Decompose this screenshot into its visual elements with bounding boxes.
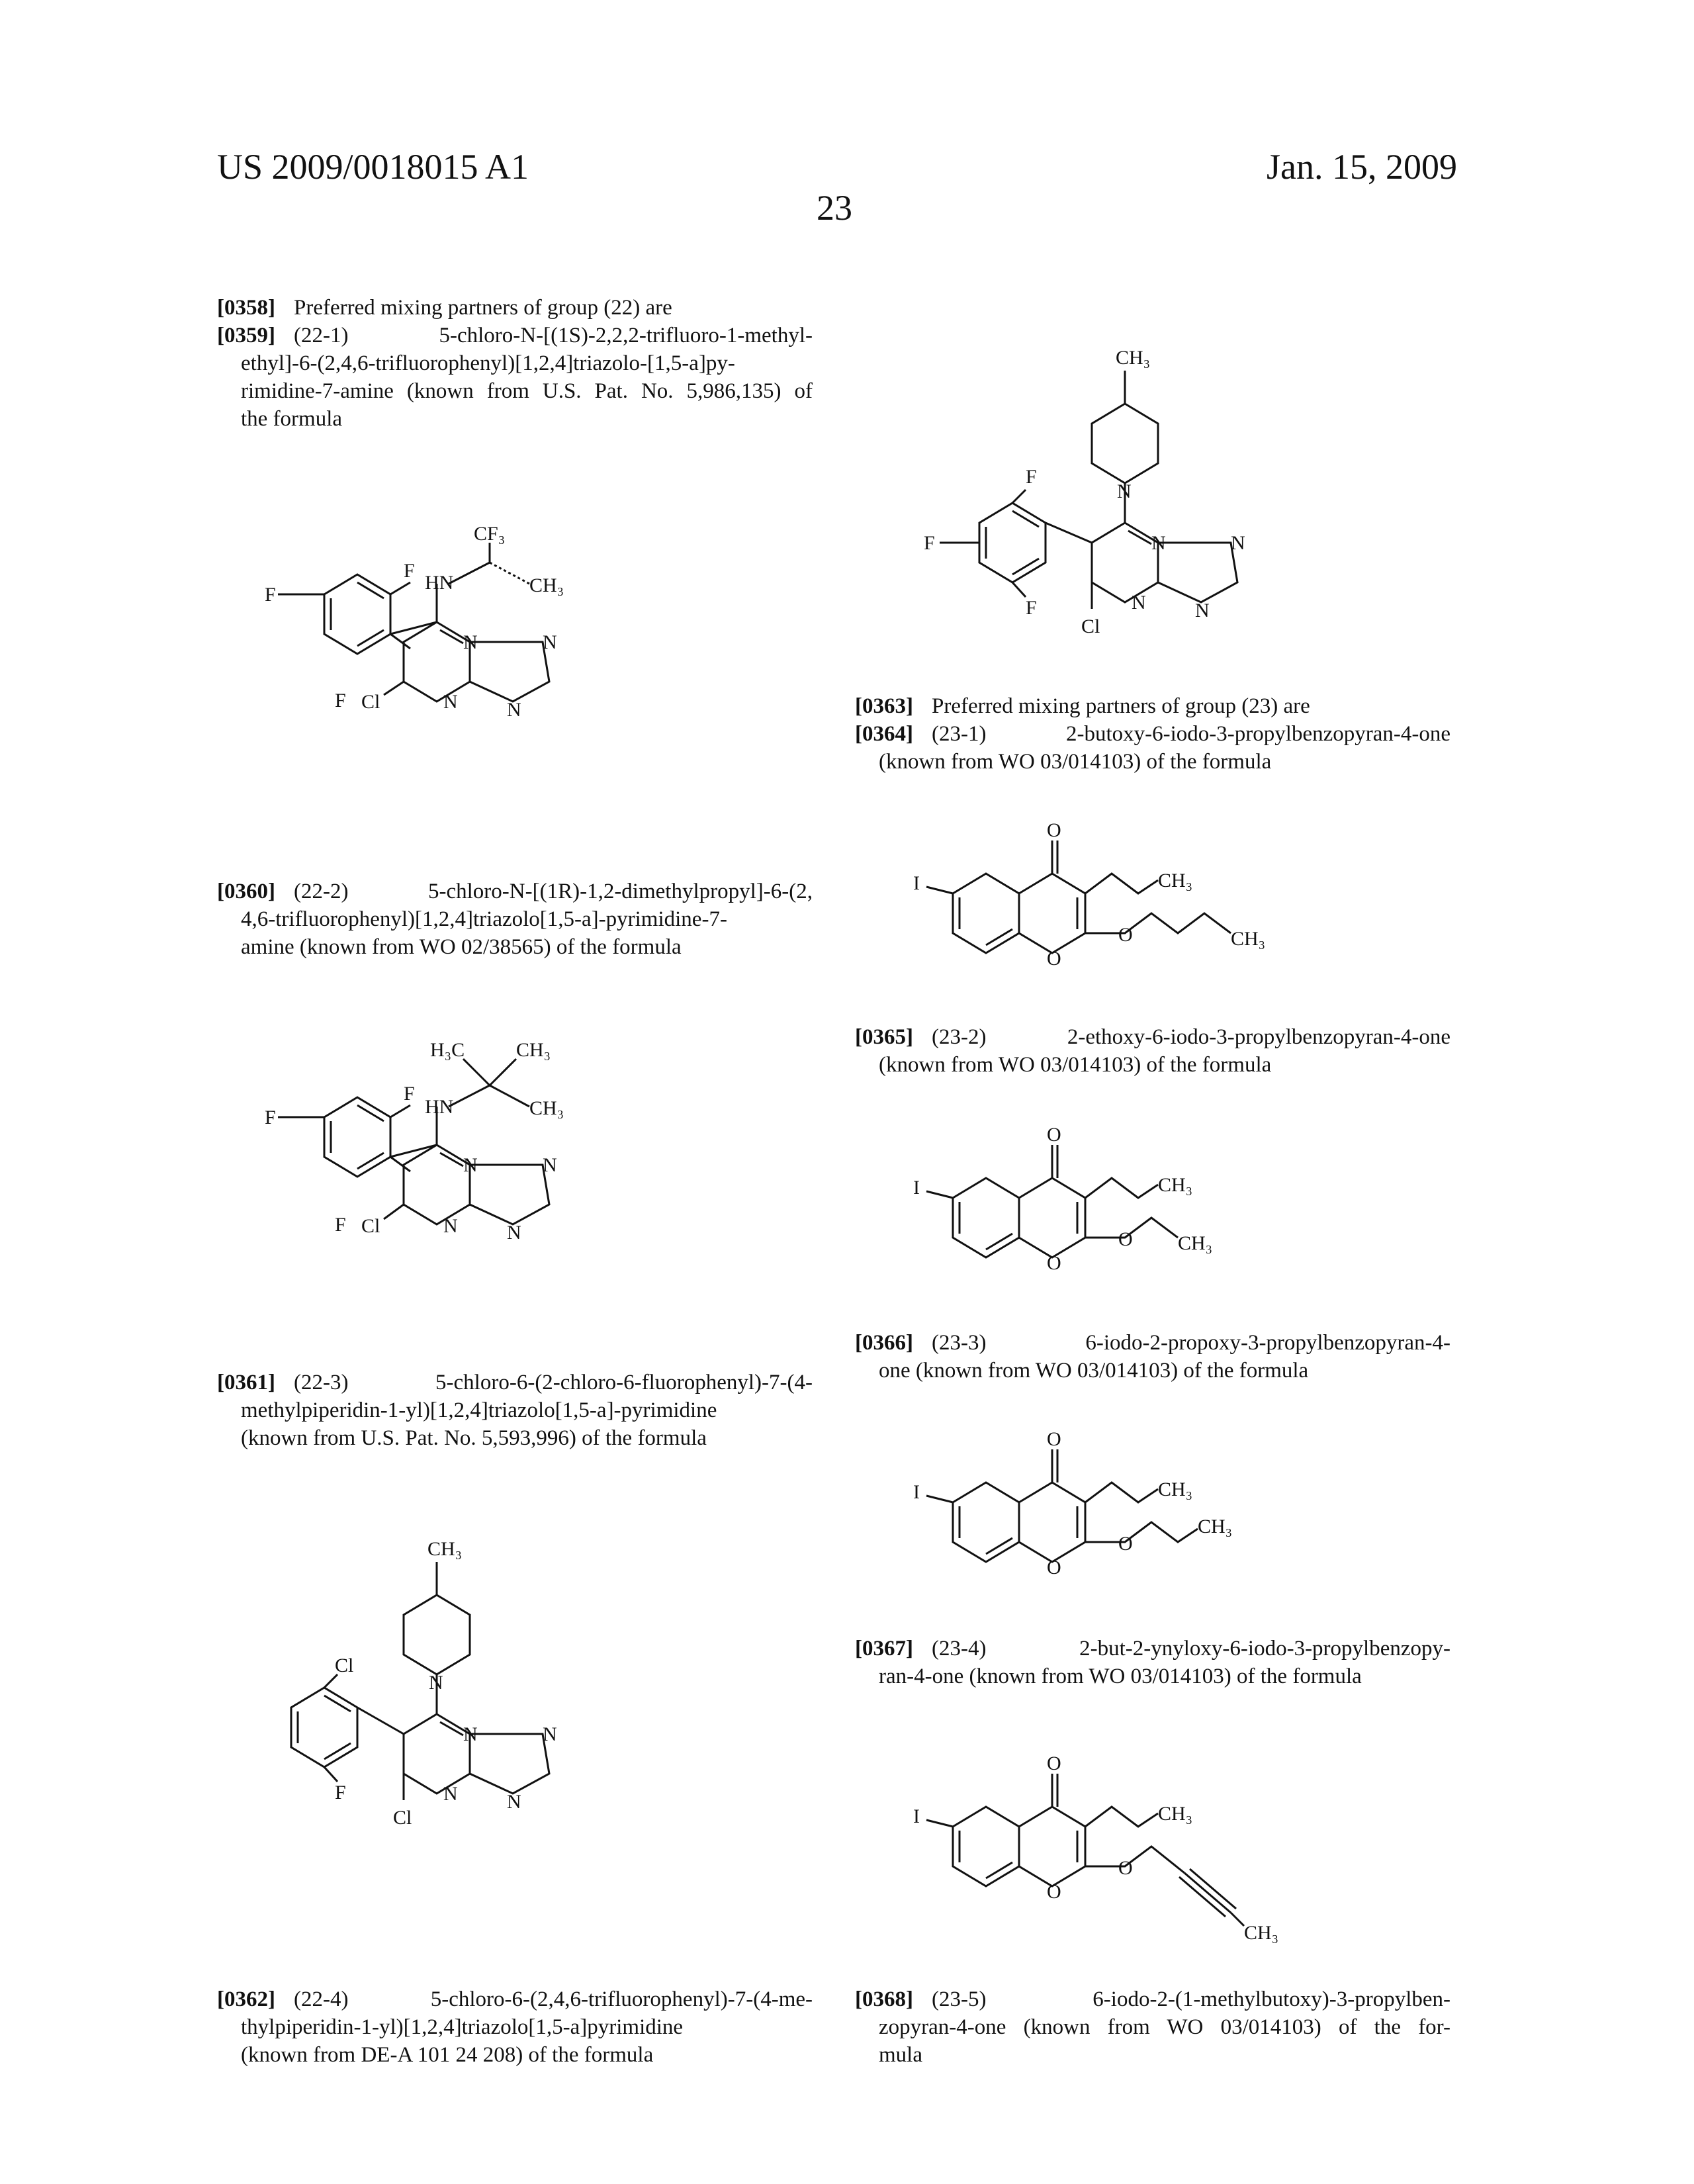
paragraph-line: zopyran-4-one (known from WO 03/014103) of the for- xyxy=(879,2015,1450,2039)
paragraph-tag: [0360] xyxy=(217,880,275,903)
atom-label: F xyxy=(1026,597,1037,619)
atom-label: N xyxy=(1231,532,1245,554)
paragraph-line: rimidine-7-amine (known from U.S. Pat. No. 5,986,135) of xyxy=(241,379,813,403)
structure-23-4 xyxy=(900,1752,1363,1959)
paragraph-line: ran-4-one (known from WO 03/014103) of the formula xyxy=(879,1664,1362,1688)
atom-label: CH₃ xyxy=(529,1097,564,1119)
paragraph-line: amine (known from WO 02/38565) of the formula xyxy=(241,935,682,959)
atom-label: CH₃ xyxy=(529,574,564,596)
paragraph-line: Preferred mixing partners of group (22) are xyxy=(293,296,672,320)
atom-label: O xyxy=(1118,1857,1133,1879)
paragraph-line: mula xyxy=(879,2043,922,2067)
atom-label: F xyxy=(404,1083,415,1105)
atom-label: N xyxy=(507,1791,521,1813)
atom-label: F xyxy=(404,560,415,582)
atom-label: O xyxy=(1047,819,1061,841)
paragraph-0363 xyxy=(855,692,1450,720)
atom-label: O xyxy=(1118,924,1133,946)
paragraph-tag: [0367] xyxy=(855,1637,913,1661)
atom-label: HN xyxy=(425,572,454,594)
atom-label: N xyxy=(443,1215,458,1237)
structure-23-3 xyxy=(900,1428,1363,1608)
atom-label: O xyxy=(1047,1252,1061,1274)
atom-label: CH₃ xyxy=(1158,870,1193,891)
atom-label: F xyxy=(335,1782,346,1803)
atom-label: I xyxy=(913,872,920,894)
paragraph-0361 xyxy=(217,1369,813,1452)
publication-date: Jan. 15, 2009 xyxy=(1267,147,1457,187)
paragraph-tag: [0365] xyxy=(855,1025,913,1049)
paragraph-0366 xyxy=(855,1329,1450,1385)
atom-label: N xyxy=(543,1154,557,1176)
paragraph-line: Preferred mixing partners of group (23) are xyxy=(931,694,1310,718)
paragraph-0365 xyxy=(855,1023,1450,1079)
paragraph-line: (known from U.S. Pat. No. 5,593,996) of the formula xyxy=(241,1426,707,1450)
paragraph-line: (22-2) 5-chloro-N-[(1R)-1,2-dimethylpropyl]-6-(2, xyxy=(293,880,813,903)
paragraph-line: (22-4) 5-chloro-6-(2,4,6-trifluorophenyl)-7-(4-me- xyxy=(293,1987,813,2011)
atom-label: CH₃ xyxy=(1178,1232,1213,1254)
paragraph-line: (23-1) 2-butoxy-6-iodo-3-propylbenzopyran-4-one xyxy=(931,722,1450,746)
atom-label: HN xyxy=(425,1096,454,1118)
atom-label: I xyxy=(913,1177,920,1199)
atom-label: CH₃ xyxy=(1231,928,1266,950)
paragraph-0358 xyxy=(217,294,813,322)
paragraph-0368 xyxy=(855,1985,1450,2069)
atom-label: CH₃ xyxy=(1158,1803,1193,1825)
atom-label: N xyxy=(429,1672,443,1694)
atom-label: CH₃ xyxy=(1244,1922,1279,1944)
paragraph-line: methylpiperidin-1-yl)[1,2,4]triazolo[1,5-a]-pyrimidine xyxy=(241,1398,717,1422)
paragraph-tag: [0368] xyxy=(855,1987,913,2011)
atom-label: I xyxy=(913,1481,920,1503)
page-number: 23 xyxy=(817,188,852,228)
atom-label: N xyxy=(443,691,458,713)
paragraph-line: (known from WO 03/014103) of the formula xyxy=(879,1053,1272,1077)
paragraph-0362 xyxy=(217,1985,813,2069)
atom-label: O xyxy=(1118,1228,1133,1250)
atom-label: F xyxy=(335,1214,346,1236)
paragraph-tag: [0358] xyxy=(217,296,275,320)
atom-label: N xyxy=(463,1723,478,1745)
atom-label: CH₃ xyxy=(1198,1516,1233,1537)
atom-label: N xyxy=(463,1154,478,1176)
atom-label: Cl xyxy=(335,1655,354,1676)
atom-label: N xyxy=(463,631,478,653)
atom-label: Cl xyxy=(1081,615,1100,637)
paragraph-0367 xyxy=(855,1635,1450,1690)
paragraph-line: (known from DE-A 101 24 208) of the formula xyxy=(241,2043,654,2067)
atom-label: O xyxy=(1047,1428,1061,1450)
paragraph-line: ethyl]-6-(2,4,6-trifluorophenyl)[1,2,4]triazolo-[1,5-a]py- xyxy=(241,351,735,375)
structure-23-2 xyxy=(900,1124,1363,1304)
atom-label: N xyxy=(507,1222,521,1244)
structure-22-1 xyxy=(251,523,662,794)
paragraph-line: (22-1) 5-chloro-N-[(1S)-2,2,2-trifluoro-1-methyl- xyxy=(293,324,813,347)
paragraph-tag: [0366] xyxy=(855,1331,913,1355)
atom-label: CF₃ xyxy=(474,523,506,545)
paragraph-line: 4,6-trifluorophenyl)[1,2,4]triazolo[1,5-a]-pyrimidine-7- xyxy=(241,907,727,931)
atom-label: O xyxy=(1047,948,1061,970)
structure-22-2 xyxy=(251,1039,662,1317)
structure-22-3 xyxy=(251,1535,662,1886)
paragraph-line: thylpiperidin-1-yl)[1,2,4]triazolo[1,5-a]pyrimidine xyxy=(241,2015,684,2039)
paragraph-0359 xyxy=(217,322,813,433)
paragraph-line: the formula xyxy=(241,407,343,431)
atom-label: CH₃ xyxy=(516,1039,551,1061)
atom-label: N xyxy=(1117,480,1132,502)
structure-22-4 xyxy=(900,347,1310,668)
atom-label: O xyxy=(1047,1881,1061,1903)
atom-label: N xyxy=(543,631,557,653)
atom-label: F xyxy=(924,532,935,554)
atom-label: CH₃ xyxy=(1158,1479,1193,1500)
paragraph-0360 xyxy=(217,878,813,961)
atom-label: Cl xyxy=(361,691,380,713)
paragraph-line: (23-2) 2-ethoxy-6-iodo-3-propylbenzopyran-4-one xyxy=(931,1025,1450,1049)
paragraph-line: (23-5) 6-iodo-2-(1-methylbutoxy)-3-propylben- xyxy=(931,1987,1450,2011)
paragraph-line: (23-4) 2-but-2-ynyloxy-6-iodo-3-propylbenzopy- xyxy=(931,1637,1450,1661)
atom-label: CH₃ xyxy=(427,1538,463,1560)
paragraph-tag: [0364] xyxy=(855,722,913,746)
paragraph-line: (known from WO 03/014103) of the formula xyxy=(879,750,1272,774)
atom-label: F xyxy=(1026,466,1037,488)
atom-label: Cl xyxy=(361,1215,380,1237)
atom-label: F xyxy=(335,690,346,711)
atom-label: N xyxy=(543,1723,557,1745)
paragraph-line: one (known from WO 03/014103) of the formula xyxy=(879,1359,1309,1383)
paragraph-tag: [0361] xyxy=(217,1371,275,1394)
atom-label: N xyxy=(443,1783,458,1805)
paragraph-tag: [0362] xyxy=(217,1987,275,2011)
atom-label: F xyxy=(265,584,276,606)
atom-label: O xyxy=(1047,1752,1061,1774)
atom-label: CH₃ xyxy=(1158,1174,1193,1196)
atom-label: F xyxy=(265,1107,276,1128)
atom-label: O xyxy=(1047,1557,1061,1578)
atom-label: O xyxy=(1118,1533,1133,1555)
paragraph-line: (22-3) 5-chloro-6-(2-chloro-6-fluorophenyl)-7-(4- xyxy=(293,1371,813,1394)
atom-label: H₃C xyxy=(430,1039,465,1061)
atom-label: CH₃ xyxy=(1116,347,1151,369)
paragraph-0364 xyxy=(855,720,1450,776)
paragraph-tag: [0363] xyxy=(855,694,913,718)
atom-label: Cl xyxy=(393,1807,412,1829)
atom-label: N xyxy=(1132,592,1146,614)
paragraph-line: (23-3) 6-iodo-2-propoxy-3-propylbenzopyran-4- xyxy=(931,1331,1450,1355)
atom-label: I xyxy=(913,1805,920,1827)
atom-label: O xyxy=(1047,1124,1061,1146)
paragraph-tag: [0359] xyxy=(217,324,275,347)
publication-number: US 2009/0018015 A1 xyxy=(217,147,529,187)
atom-label: N xyxy=(507,699,521,721)
atom-label: N xyxy=(1151,532,1166,554)
structure-23-1 xyxy=(900,819,1363,999)
atom-label: N xyxy=(1195,600,1210,621)
